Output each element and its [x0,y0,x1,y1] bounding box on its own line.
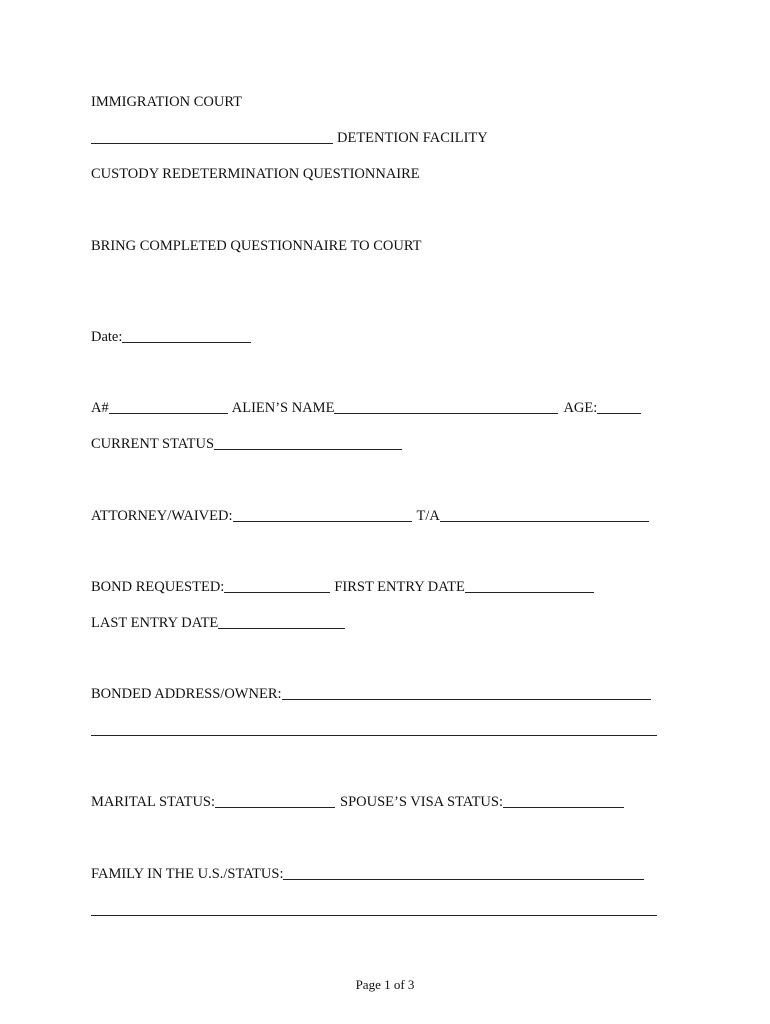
bonded-address-continuation-blank[interactable] [91,720,657,736]
bonded-address-line [91,684,651,704]
spouse-visa-status-blank[interactable] [503,792,624,808]
family-line [91,864,644,884]
date-label: Date: [91,329,123,345]
current-status-blank[interactable] [214,434,402,450]
first-entry-date-blank[interactable] [465,577,594,593]
family-continuation-line [91,900,657,920]
form-title: CUSTODY REDETERMINATION QUESTIONNAIRE [91,166,420,182]
form-title-line [91,164,420,184]
detention-facility-label: DETENTION FACILITY [337,130,488,146]
current-status-label: CURRENT STATUS [91,436,215,452]
bond-requested-blank[interactable] [224,577,330,593]
bonded-address-owner-label: BONDED ADDRESS/OWNER: [91,686,282,702]
date-line [91,327,251,347]
family-continuation-blank[interactable] [91,900,657,916]
ta-label: T/A [416,508,440,524]
bond-line [91,577,594,597]
family-in-us-status-label: FAMILY IN THE U.S./STATUS: [91,866,284,882]
a-number-label: A# [91,400,109,416]
bond-requested-label: BOND REQUESTED: [91,579,225,595]
marital-status-blank[interactable] [215,792,335,808]
a-number-blank[interactable] [109,398,228,414]
last-entry-date-blank[interactable] [218,613,345,629]
attorney-waived-blank[interactable] [233,506,412,522]
court-heading-line [91,92,242,112]
last-entry-line [91,613,345,633]
current-status-line [91,434,402,454]
date-blank[interactable] [122,327,251,343]
detention-facility-line [91,128,488,148]
alien-name-label: ALIEN’S NAME [231,400,335,416]
court-heading: IMMIGRATION COURT [91,94,242,110]
family-in-us-status-blank[interactable] [283,864,644,880]
marital-status-label: MARITAL STATUS: [91,794,216,810]
page-number: Page 1 of 3 [355,977,415,992]
attorney-line [91,506,649,526]
age-blank[interactable] [597,398,641,414]
bonded-address-continuation-line [91,720,657,740]
age-label: AGE: [563,400,598,416]
instruction-line [91,236,421,256]
ta-blank[interactable] [440,506,649,522]
detention-facility-blank[interactable] [91,128,333,144]
attorney-waived-label: ATTORNEY/WAIVED: [91,508,233,524]
marital-line [91,792,624,812]
first-entry-date-label: FIRST ENTRY DATE [334,579,465,595]
spouse-visa-status-label: SPOUSE’S VISA STATUS: [340,794,503,810]
instruction-text: BRING COMPLETED QUESTIONNAIRE TO COURT [91,238,422,254]
last-entry-date-label: LAST ENTRY DATE [91,615,219,631]
bonded-address-owner-blank[interactable] [282,684,651,700]
alien-name-blank[interactable] [334,398,558,414]
identity-line [91,398,641,418]
